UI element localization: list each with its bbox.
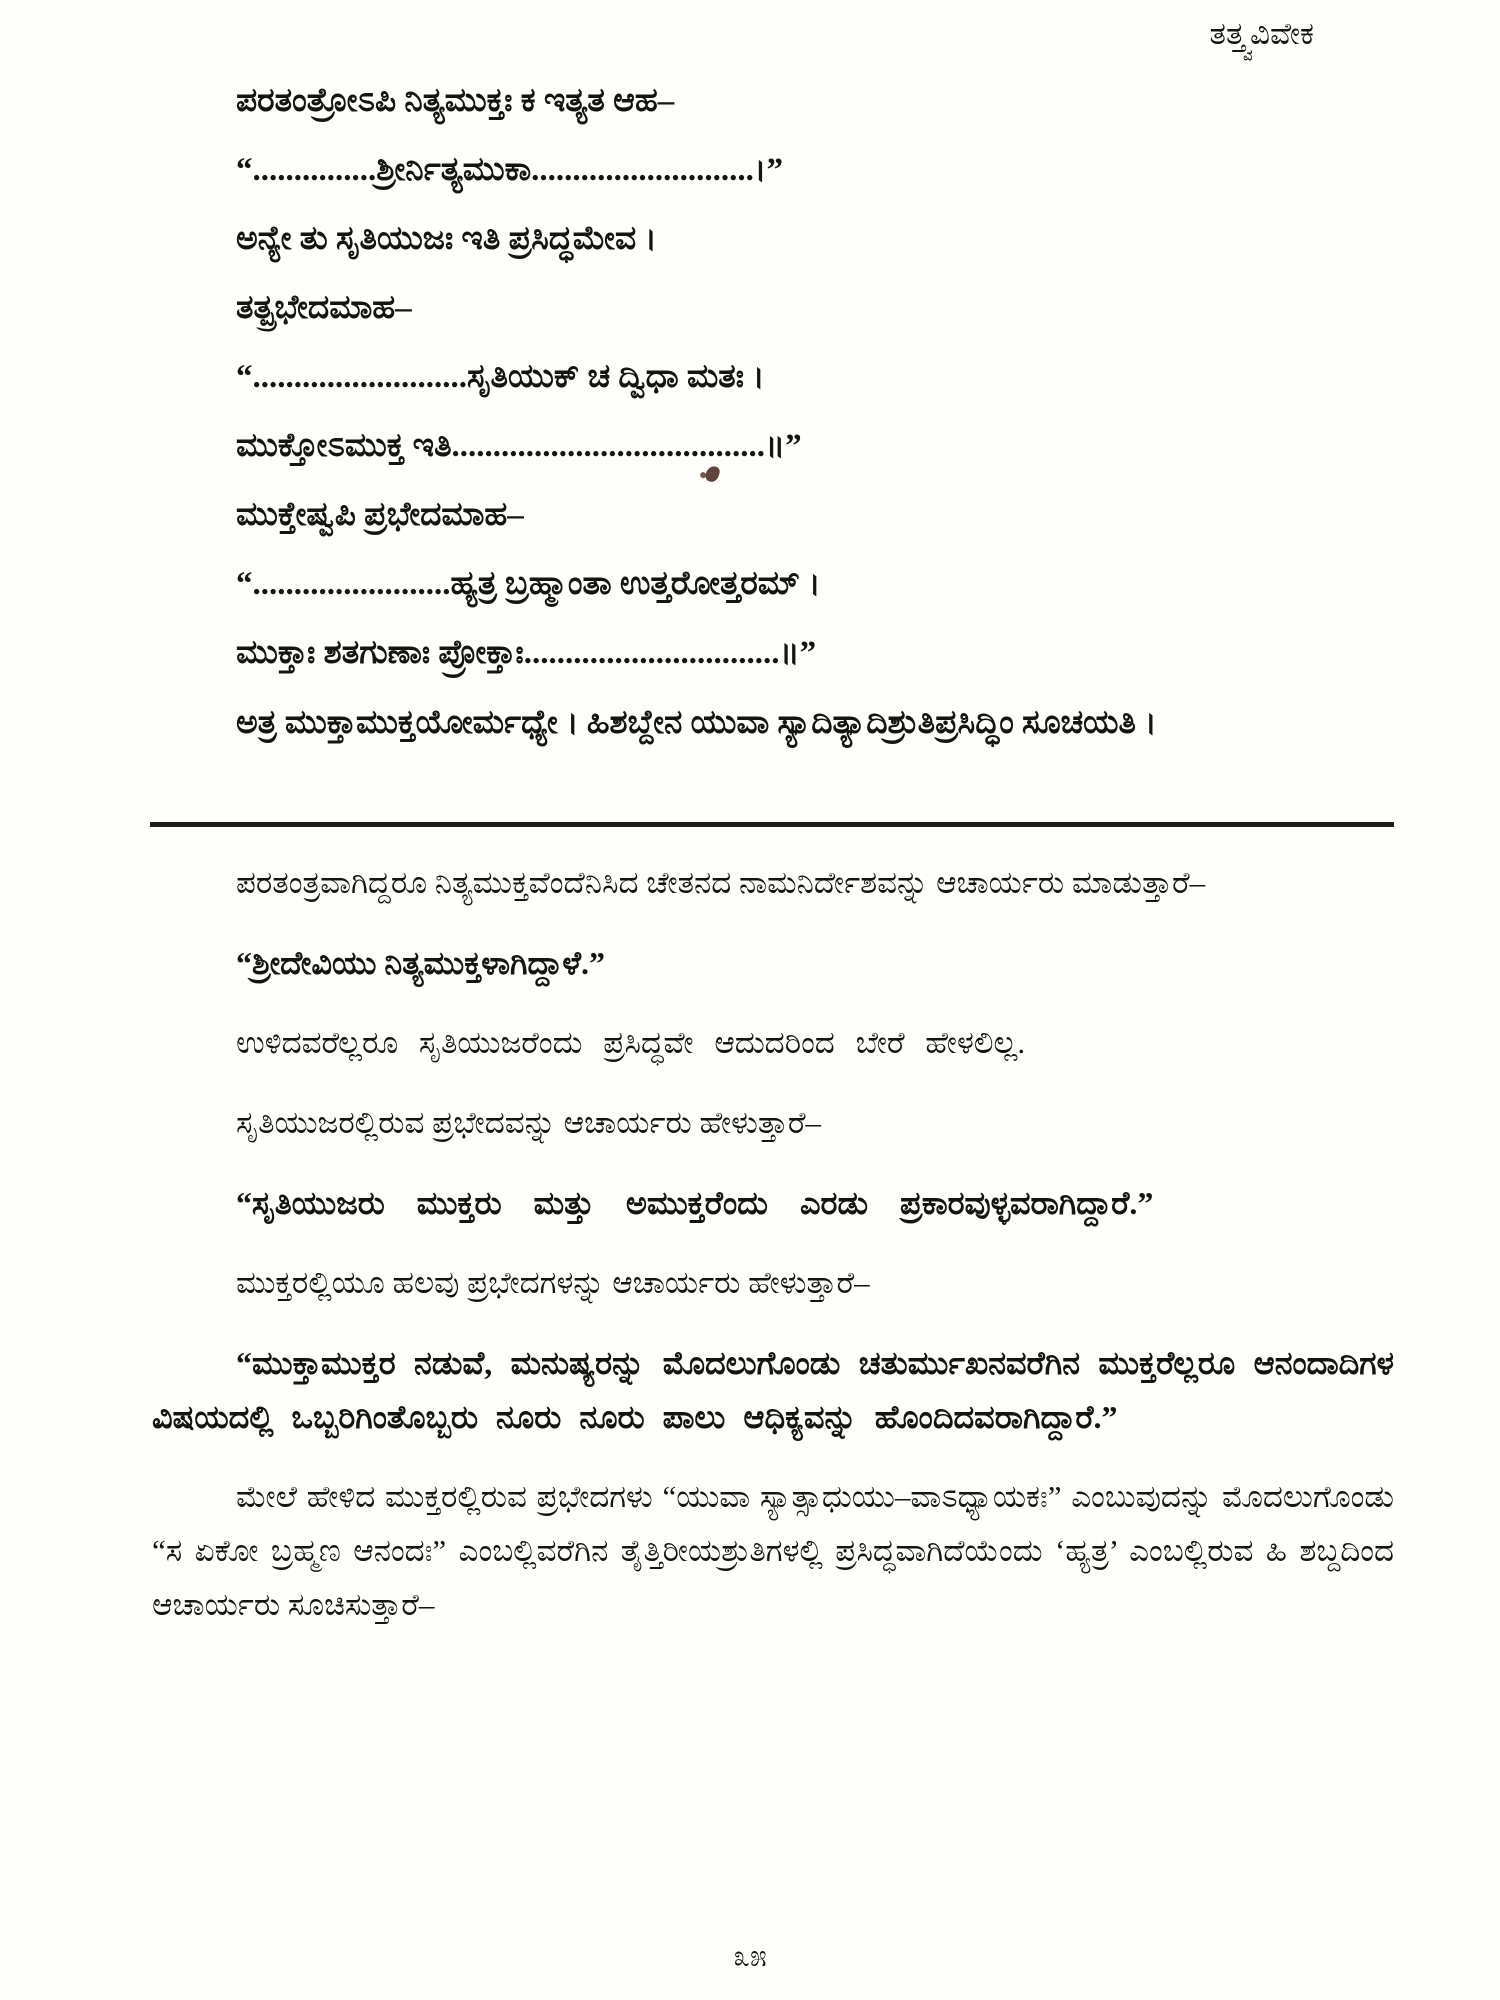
sanskrit-intro-2: ತತ್ಪ್ರಭೇದಮಾಹ– bbox=[236, 290, 412, 326]
sanskrit-verse-2-line-2: ಮುಕ್ತೋಽಮುಕ್ತ ಇತಿ......................................॥” bbox=[236, 428, 802, 464]
kannada-quote-1: “ಶ್ರೀದೇವಿಯು ನಿತ್ಯಮುಕ್ತಳಾಗಿದ್ದಾಳೆ.” bbox=[236, 945, 606, 981]
kannada-commentary-section bbox=[152, 856, 1394, 1658]
sanskrit-gloss: ಅತ್ರ ಮುಕ್ತಾಮುಕ್ತಯೋರ್ಮಧ್ಯೇ । ಹಿಶಬ್ದೇನ ಯುವಾ ಸ್ಯಾದಿತ್ಯಾದಿಶ್ರುತಿಪ್ರಸಿದ್ಧಿಂ ಸೂಚಯತಿ । bbox=[236, 705, 1157, 741]
kannada-para-1: ಪರತಂತ್ರವಾಗಿದ್ದರೂ ನಿತ್ಯಮುಕ್ತವೆಂದೆನಿಸಿದ ಚೇತನದ ನಾಮನಿರ್ದೇಶವನ್ನು ಆಚಾರ್ಯರು ಮಾಡುತ್ತಾರೆ– bbox=[236, 865, 1206, 900]
sanskrit-verse-1: “...............ಶ್ರೀರ್ನಿತ್ಯಮುಕಾ...........................।” bbox=[236, 152, 783, 188]
sanskrit-verse-3-line-1: “........................ಹ್ಯತ್ರ ಬ್ರಹ್ಮಾಂತಾ ಉತ್ತರೋತ್ತರಮ್ । bbox=[236, 566, 821, 602]
sanskrit-mula-section bbox=[152, 76, 1396, 750]
page-number: ೩೫ bbox=[733, 1940, 767, 1973]
sanskrit-intro-1: ಪರತಂತ್ರೋಽಪಿ ನಿತ್ಯಮುಕ್ತಃ ಕ ಇತ್ಯತ ಆಹ– bbox=[236, 83, 675, 119]
kannada-para-2: ಉಳಿದವರೆಲ್ಲರೂ ಸೃತಿಯುಜರೆಂದು ಪ್ರಸಿದ್ಧವೇ ಆದುದರಿಂದ ಬೇರೆ ಹೇಳಲಿಲ್ಲ. bbox=[236, 1025, 1026, 1060]
sanskrit-note-1: ಅನ್ಯೇ ತು ಸೃತಿಯುಜಃ ಇತಿ ಪ್ರಸಿದ್ಧಮೇವ । bbox=[236, 221, 657, 257]
kannada-quote-2: “ಸೃತಿಯುಜರು ಮುಕ್ತರು ಮತ್ತು ಅಮುಕ್ತರೆಂದು ಎರಡು ಪ್ರಕಾರವುಳ್ಳವರಾಗಿದ್ದಾರೆ.” bbox=[236, 1185, 1154, 1221]
running-header-title: ತತ್ತ್ವವಿವೇಕ bbox=[1209, 16, 1314, 51]
section-divider bbox=[150, 822, 1394, 827]
kannada-para-3: ಸೃತಿಯುಜರಲ್ಲಿರುವ ಪ್ರಭೇದವನ್ನು ಆಚಾರ್ಯರು ಹೇಳುತ್ತಾರೆ– bbox=[236, 1105, 821, 1140]
kannada-para-4: ಮುಕ್ತರಲ್ಲಿಯೂ ಹಲವು ಪ್ರಭೇದಗಳನ್ನು ಆಚಾರ್ಯರು ಹೇಳುತ್ತಾರೆ– bbox=[236, 1265, 870, 1300]
kannada-quote-3: “ಮುಕ್ತಾಮುಕ್ತರ ನಡುವೆ, ಮನುಷ್ಯರನ್ನು ಮೊದಲುಗೊಂಡು ಚತುರ್ಮುಖನವರೆಗಿನ ಮುಕ್ತರೆಲ್ಲರೂ ಆನಂದಾದಿಗಳ ವಿಷಯದಲ್ಲಿ ಒಬ್ಬರಿಗಿಂತೊಬ್ಬರು ನೂರು ನೂರು ಪಾಲು ಆಧಿಕ್ಯವನ್ನು ಹೊಂದಿದವರಾಗಿದ್ದಾರೆ.” bbox=[152, 1345, 1394, 1435]
sanskrit-intro-3: ಮುಕ್ತೇಷ್ವಪಿ ಪ್ರಭೇದಮಾಹ– bbox=[236, 497, 524, 533]
sanskrit-verse-3-line-2: ಮುಕ್ತಾಃ ಶತಗುಣಾಃ ಪ್ರೋಕ್ತಾಃ...............................॥” bbox=[236, 635, 817, 671]
kannada-para-5: ಮೇಲೆ ಹೇಳಿದ ಮುಕ್ತರಲ್ಲಿರುವ ಪ್ರಭೇದಗಳು “ಯುವಾ ಸ್ಯಾತ್ಸಾಧುಯು–ವಾಽಧ್ಯಾಯಕಃ” ಎಂಬುವುದನ್ನು ಮೊದಲುಗೊಂಡು “ಸ ಏಕೋ ಬ್ರಹ್ಮಣ ಆನಂದಃ” ಎಂಬಲ್ಲಿವರೆಗಿನ ತೈತ್ತಿರೀಯಶ್ರುತಿಗಳಲ್ಲಿ ಪ್ರಸಿದ್ಧವಾಗಿದೆಯೆಂದು ‘ಹ್ಯತ್ರ’ ಎಂಬಲ್ಲಿರುವ ಹಿ ಶಬ್ದದಿಂದ ಆಚಾರ್ಯರು ಸೂಚಿಸುತ್ತಾರೆ– bbox=[152, 1479, 1394, 1622]
sanskrit-verse-2-line-1: “..........................ಸೃತಿಯುಕ್ ಚ ದ್ವಿಧಾ ಮತಃ । bbox=[236, 359, 765, 395]
